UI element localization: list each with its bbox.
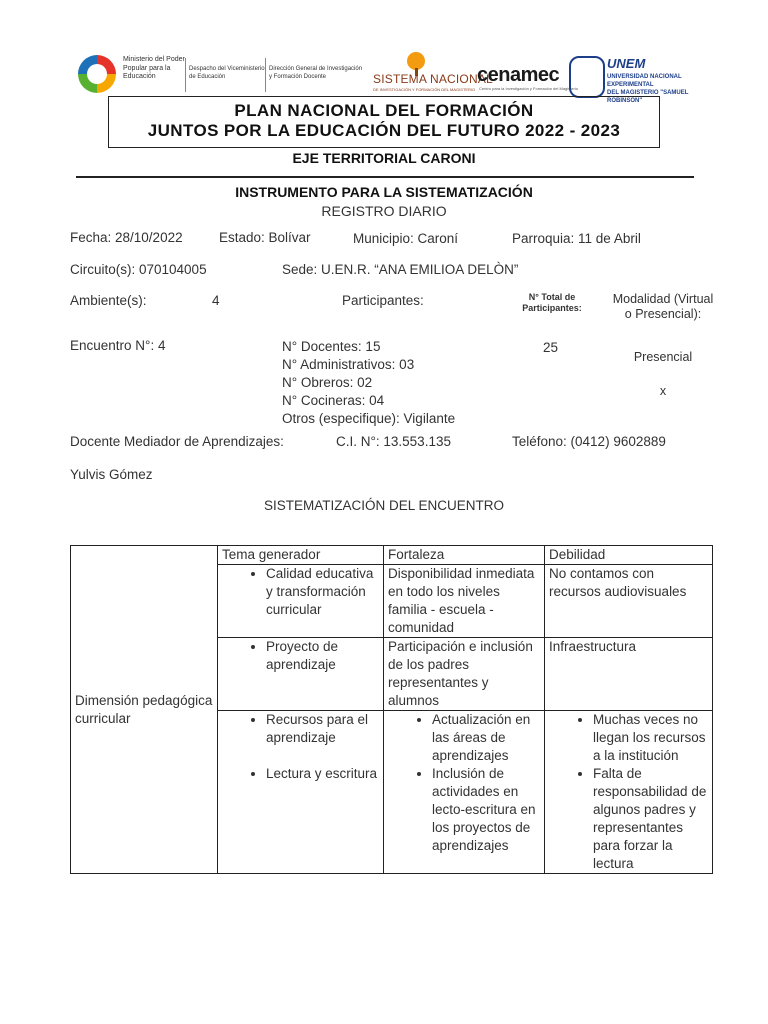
cocineras-count: N° Cocineras: 04 <box>282 393 385 408</box>
administrativos-count: N° Administrativos: 03 <box>282 357 415 372</box>
modalidad-label <box>604 292 722 322</box>
total-label-line1: N° Total de <box>528 292 576 302</box>
list-item: • Inclusión de actividades en lecto-escritura en los proyectos de aprendizajes <box>432 765 540 855</box>
telefono-field: Teléfono: (0412) 9602889 <box>512 434 666 449</box>
municipio-field: Municipio: Caroní <box>353 231 459 246</box>
list-item: • Proyecto de aprendizaje <box>266 638 379 674</box>
list-item: • Lectura y escritura <box>266 765 379 783</box>
plan-subtitle: JUNTOS POR LA EDUCACIÓN DEL FUTURO 2022 - 2023 <box>147 121 621 140</box>
list-item: • Recursos para el aprendizaje <box>266 711 379 747</box>
unem-emblem-icon <box>569 56 605 98</box>
ministerio-text: Ministerio del Poder Popular para la Educación <box>123 56 185 80</box>
otros-field: Otros (especifique): Vigilante <box>282 411 456 426</box>
tema-cell <box>218 565 384 638</box>
docentes-count: N° Docentes: 15 <box>282 339 381 354</box>
debilidad-cell: Infraestructura <box>545 638 713 711</box>
eje-heading: EJE TERRITORIAL CARONI <box>292 150 476 166</box>
fortaleza-cell: Participación e inclusión de los padres representantes y alumnos <box>384 638 545 711</box>
list-item: • Muchas veces no llegan los recursos a la institución <box>593 711 708 765</box>
dimension-cell: Dimensión pedagógica curricular <box>71 546 218 874</box>
sede-field: Sede: U.EN.R. “ANA EMILIOA DELÒN” <box>282 262 519 277</box>
ministerio-logo <box>75 52 375 98</box>
total-participantes-label <box>515 292 589 314</box>
cenamec-logo-sub: Centro para la Investigación y Formación del Magisterio <box>479 86 578 91</box>
unem-sub-line2: DEL MAGISTERIO "SAMUEL ROBINSON" <box>607 90 689 104</box>
sistema-logo-sub: DE INVESTIGACIÓN Y FORMACIÓN DEL MAGISTERIO <box>373 87 476 92</box>
debilidad-cell <box>545 711 713 874</box>
total-label-line2: Participantes: <box>522 303 582 313</box>
parroquia-field: Parroquia: 11 de Abril <box>512 231 641 246</box>
ambiente-label: Ambiente(s): <box>70 293 147 308</box>
docente-name: Yulvis Gómez <box>70 467 153 482</box>
instrumento-heading: INSTRUMENTO PARA LA SISTEMATIZACIÓN <box>235 184 533 200</box>
list-item: • Calidad educativa y transformación curricular <box>266 565 379 619</box>
modalidad-label-line1: Modalidad (Virtual <box>612 292 714 306</box>
fecha-field: Fecha: 28/10/2022 <box>70 230 183 245</box>
sistema-logo-text: SISTEMA NACIONAL <box>373 72 493 86</box>
header-tema: Tema generador <box>218 546 384 565</box>
list-item: • Falta de responsabilidad de algunos padres y representantes para forzar la lectura <box>593 765 708 873</box>
fortaleza-cell <box>384 711 545 874</box>
ministerio-emblem-icon <box>78 55 116 93</box>
obreros-count: N° Obreros: 02 <box>282 375 373 390</box>
unem-logo-text: UNEM <box>607 56 646 71</box>
participantes-label: Participantes: <box>342 293 424 308</box>
registro-heading: REGISTRO DIARIO <box>321 203 447 219</box>
fortaleza-cell: Disponibilidad inmediata en todo los niveles familia - escuela - comunidad <box>384 565 545 638</box>
tema-cell <box>218 638 384 711</box>
cenamec-logo-text: cenamec <box>477 64 560 86</box>
logo-divider <box>185 58 186 92</box>
table-header-row <box>71 546 713 565</box>
tema-cell <box>218 711 384 874</box>
debilidad-cell: No contamos con recursos audiovisuales <box>545 565 713 638</box>
estado-field: Estado: Bolívar <box>219 230 311 245</box>
logo-divider <box>265 58 266 92</box>
direccion-text: Dirección General de Investigación y Formación Docente <box>269 66 363 80</box>
modalidad-mark: x <box>659 384 667 398</box>
modalidad-value: Presencial <box>633 350 693 364</box>
sistematizacion-table <box>70 545 713 874</box>
ambiente-value: 4 <box>212 293 220 308</box>
header-fortaleza: Fortaleza <box>384 546 545 565</box>
encuentro-field: Encuentro N°: 4 <box>70 338 166 353</box>
docente-label: Docente Mediador de Aprendizajes: <box>70 434 284 449</box>
title-box <box>108 96 660 148</box>
list-item: • Actualización en las áreas de aprendizajes <box>432 711 540 765</box>
personal-list <box>282 338 455 428</box>
ci-field: C.I. N°: 13.553.135 <box>336 434 451 449</box>
header-debilidad: Debilidad <box>545 546 713 565</box>
modalidad-label-line2: o Presencial): <box>624 307 702 321</box>
despacho-text: Despacho del Viceministerio de Educación <box>189 66 265 80</box>
circuito-field: Circuito(s): 070104005 <box>70 262 207 277</box>
total-participantes-value: 25 <box>543 340 559 355</box>
sistematizacion-heading: SISTEMATIZACIÓN DEL ENCUENTRO <box>263 498 505 513</box>
plan-title: PLAN NACIONAL DEL FORMACIÓN <box>234 101 534 120</box>
logo-strip <box>75 50 725 104</box>
divider-rule <box>76 176 694 178</box>
unem-sub-line1: UNIVERSIDAD NACIONAL EXPERIMENTAL <box>607 74 682 88</box>
